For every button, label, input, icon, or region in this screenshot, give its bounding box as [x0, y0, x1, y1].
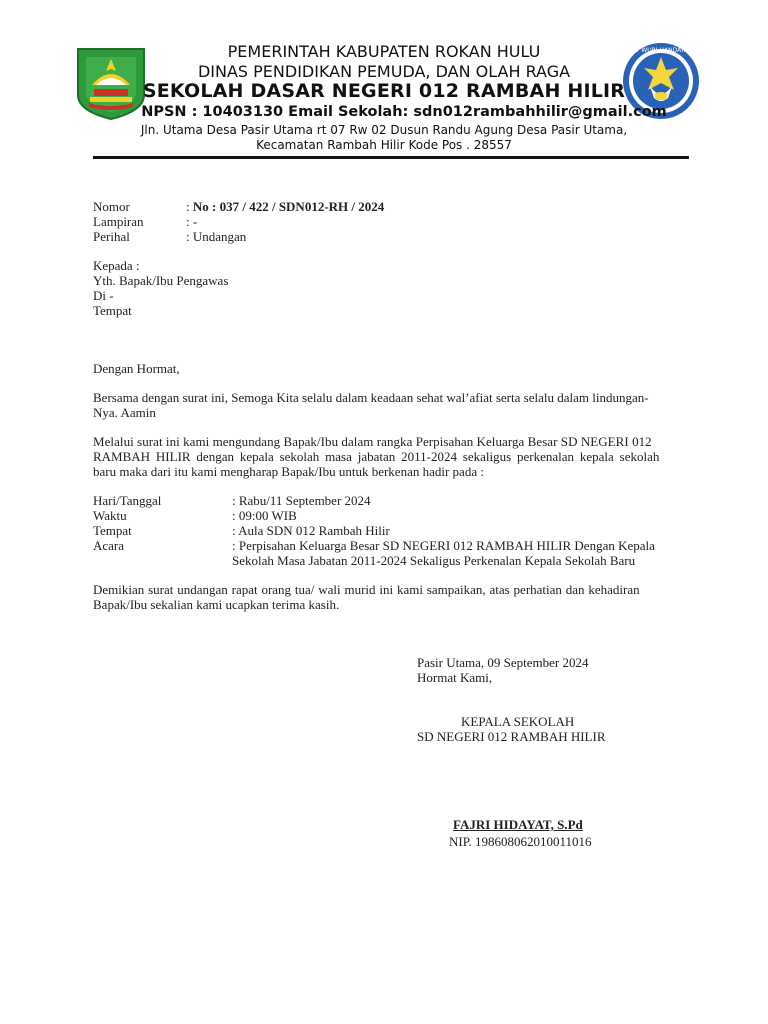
letterhead-department: DINAS PENDIDIKAN PEMUDA, DAN OLAH RAGA: [197, 62, 571, 81]
closing-line1: Demikian surat undangan rapat orang tua/ wali murid ini kami sampaikan, atas perhatian dan kehadiran: [93, 582, 640, 597]
paragraph2-line2: RAMBAH HILIR dengan kepala sekolah masa jabatan 2011-2024 sekaligus perkenalan kepala sekolah: [93, 449, 660, 464]
letterhead-school-name: SEKOLAH DASAR NEGERI 012 RAMBAH HILIR: [142, 80, 626, 102]
letterhead-address-line2: Kecamatan Rambah Hilir Kode Pos . 28557: [256, 138, 512, 152]
event-agenda-label: Acara: [93, 538, 125, 553]
signature-school: SD NEGERI 012 RAMBAH HILIR: [417, 729, 606, 744]
signature-title: KEPALA SEKOLAH: [461, 714, 575, 729]
event-date-label: Hari/Tanggal: [93, 493, 162, 508]
greeting: Dengan Hormat,: [93, 361, 180, 376]
signature-name: FAJRI HIDAYAT, S.Pd: [453, 817, 583, 832]
nomor-value: : No : 037 / 422 / SDN012-RH / 2024: [186, 199, 385, 214]
recipient-line3: Di -: [93, 288, 114, 303]
paragraph1-line2: Nya. Aamin: [93, 405, 156, 420]
event-agenda-value-line1: : Perpisahan Keluarga Besar SD NEGERI 012 RAMBAH HILIR Dengan Kepala: [232, 538, 655, 553]
perihal-label: Perihal: [93, 229, 130, 244]
signature-nip: NIP. 198608062010011016: [449, 834, 592, 849]
event-agenda-value-line2: Sekolah Masa Jabatan 2011-2024 Sekaligus Perkenalan Kepala Sekolah Baru: [232, 553, 636, 568]
signature-regards: Hormat Kami,: [417, 670, 493, 685]
letterhead-government: PEMERINTAH KABUPATEN ROKAN HULU: [227, 42, 541, 61]
event-date-value: : Rabu/11 September 2024: [232, 493, 371, 508]
paragraph2-line1: Melalui surat ini kami mengundang Bapak/Ibu dalam rangka Perpisahan Keluarga Besar SD NEGERI 012: [93, 434, 652, 449]
closing-line2: Bapak/Ibu sekalian kami ucapkan terima kasih.: [93, 597, 340, 612]
event-place-value: : Aula SDN 012 Rambah Hilir: [232, 523, 390, 538]
logo-motto: TUT WURI HANDAYANI: [627, 47, 695, 54]
recipient-line4: Tempat: [93, 303, 132, 318]
nomor-label: Nomor: [93, 199, 130, 214]
paragraph1-line1: Bersama dengan surat ini, Semoga Kita selalu dalam keadaan sehat wal’afiat serta selalu dalam lindungan-: [93, 390, 649, 405]
event-time-label: Waktu: [93, 508, 127, 523]
lampiran-label: Lampiran: [93, 214, 144, 229]
perihal-value: : Undangan: [186, 229, 247, 244]
event-place-label: Tempat: [93, 523, 132, 538]
recipient-line1: Kepada :: [93, 258, 140, 273]
signature-place-date: Pasir Utama, 09 September 2024: [417, 655, 589, 670]
letterhead-npsn-email: NPSN : 10403130 Email Sekolah: sdn012rambahhilir@gmail.com: [141, 104, 667, 120]
letterhead-address-line1: Jln. Utama Desa Pasir Utama rt 07 Rw 02 Dusun Randu Agung Desa Pasir Utama,: [140, 123, 628, 137]
letterhead-divider: [93, 156, 689, 159]
lampiran-value: : -: [186, 214, 198, 229]
event-time-value: : 09:00 WIB: [232, 508, 297, 523]
recipient-line2: Yth. Bapak/Ibu Pengawas: [93, 273, 229, 288]
paragraph2-line3: baru maka dari itu kami mengharap Bapak/Ibu untuk berkenan hadir pada :: [93, 464, 484, 479]
nomor-number: No : 037 / 422 / SDN012-RH / 2024: [192, 199, 385, 214]
